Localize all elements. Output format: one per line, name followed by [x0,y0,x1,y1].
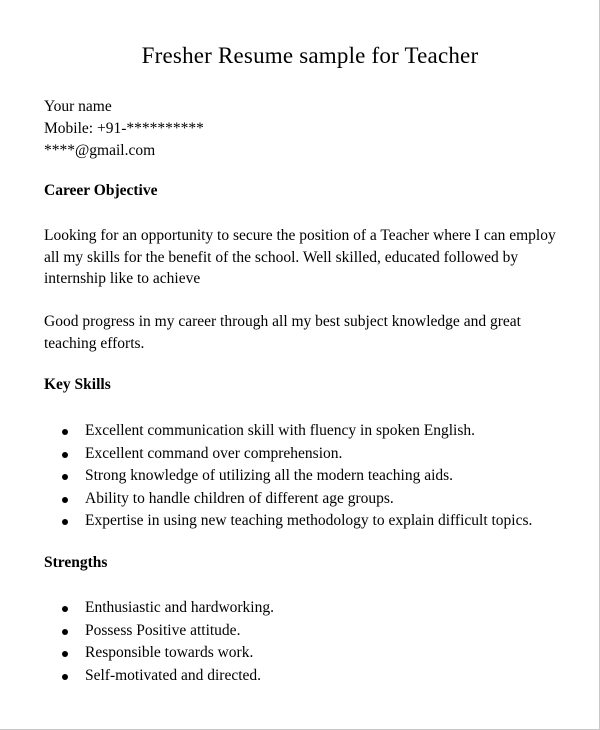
key-skills-list [62,420,532,533]
list-item-text: Self-motivated and directed. [85,666,262,684]
key-skills-heading: Key Skills [44,376,111,393]
list-item [62,443,532,466]
bullet-icon [62,606,68,612]
list-item-text: Expertise in using new teaching methodology to explain difficult topics. [85,512,533,529]
career-objective-paragraph-1 [44,225,584,290]
career-objective-heading: Career Objective [44,182,158,199]
list-item-text: Possess Positive attitude. [85,621,241,639]
list-item [62,665,274,688]
bullet-icon [62,474,68,480]
page-title: Fresher Resume sample for Teacher [141,43,479,68]
list-item-text: Responsible towards work. [85,644,254,661]
list-item [62,642,274,665]
list-item-text: Strong knowledge of utilizing all the modern teaching aids. [85,467,454,484]
bullet-icon [62,674,68,680]
strengths-heading: Strengths [44,554,108,571]
list-item [62,465,532,488]
paragraph-line: teaching efforts. [44,334,145,352]
contact-email: ****@gmail.com [44,142,156,159]
bullet-icon [62,651,68,657]
list-item [62,420,532,443]
bullet-icon [62,429,68,435]
list-item-text: Excellent communication skill with fluency in spoken English. [85,422,476,439]
paragraph-line: Looking for an opportunity to secure the position of a Teacher where I can employ [44,227,556,244]
contact-mobile: Mobile: +91-********** [44,120,204,137]
paragraph-line: Good progress in my career through all my best subject knowledge and great [44,313,521,330]
strengths-list [62,597,274,687]
bullet-icon [62,452,68,458]
list-item-text: Enthusiastic and hardworking. [85,599,274,616]
list-item-text: Excellent command over comprehension. [85,444,343,462]
paragraph-line: all my skills for the benefit of the school. Well skilled, educated followed by [44,248,519,266]
bullet-icon [62,497,68,503]
bullet-icon [62,629,68,635]
list-item-text: Ability to handle children of different age groups. [85,489,394,507]
contact-block [44,96,204,162]
career-objective-paragraph-2 [44,311,584,354]
paragraph-line: internship like to achieve [44,270,201,287]
list-item [62,620,274,643]
list-item [62,510,532,533]
list-item [62,597,274,620]
list-item [62,488,532,511]
bullet-icon [62,519,68,525]
contact-name: Your name [44,98,112,115]
